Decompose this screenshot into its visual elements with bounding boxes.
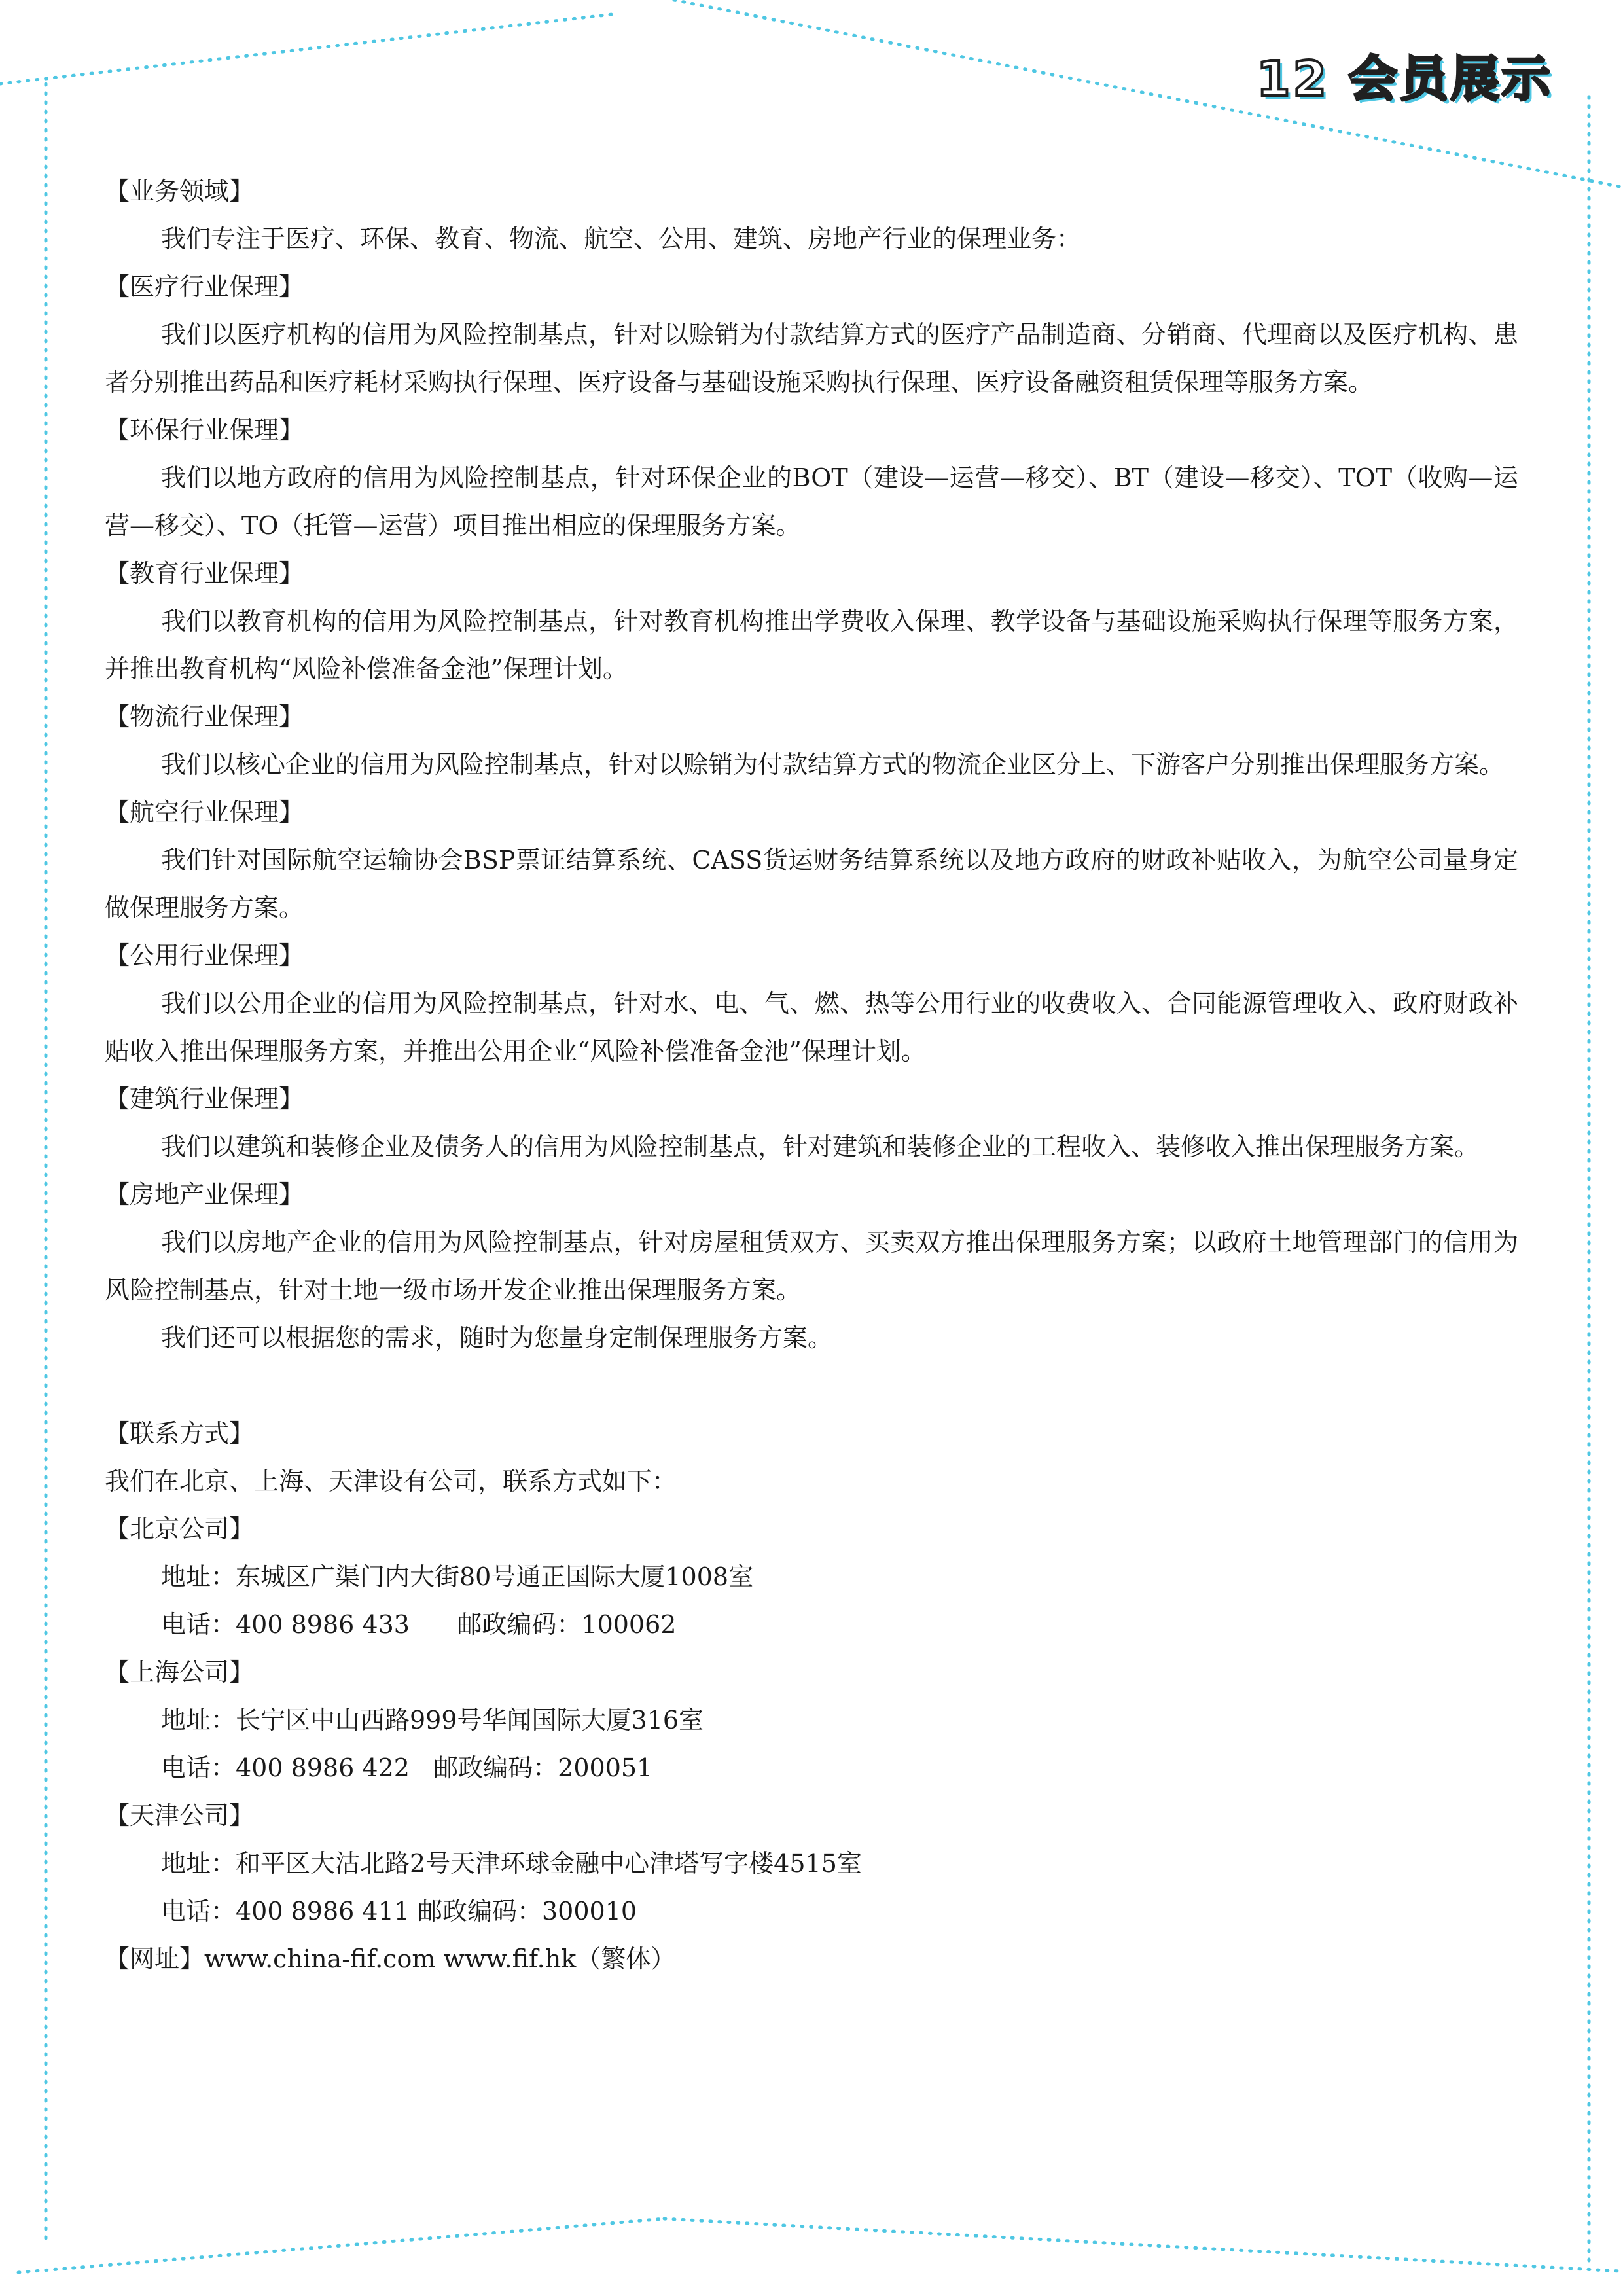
document-body: [105, 168, 1518, 1983]
section-title: 会员展示: [1348, 51, 1553, 107]
website-row: [105, 1935, 1518, 1983]
section-heading-utilities: 【公用行业保理】: [105, 941, 304, 970]
office-name-tianjin: 【天津公司】: [105, 1801, 255, 1830]
section-heading-logistics: 【物流行业保理】: [105, 702, 304, 731]
section-heading-education: 【教育行业保理】: [105, 559, 304, 588]
section-body-construction: 我们以建筑和装修企业及债务人的信用为风险控制基点，针对建筑和装修企业的工程收入、装修收入推出保理服务方案。: [161, 1132, 1480, 1161]
section-heading-medical: 【医疗行业保理】: [105, 272, 304, 301]
office-name-shanghai: 【上海公司】: [105, 1658, 255, 1687]
section-heading-business: 【业务领域】: [105, 177, 255, 206]
website-label: 【网址】: [105, 1945, 205, 1973]
page-number: 12: [1257, 51, 1329, 107]
website-link[interactable]: www.china-fif.com www.fif.hk（繁体）: [204, 1945, 676, 1973]
office-address-beijing: 地址：东城区广渠门内大街80号通正国际大厦1008室: [161, 1562, 754, 1591]
section-body-aviation: 我们针对国际航空运输协会BSP票证结算系统、CASS货运财务结算系统以及地方政府的财政补贴收入，为航空公司量身定做保理服务方案。: [105, 846, 1518, 922]
section-body-medical: 我们以医疗机构的信用为风险控制基点，针对以赊销为付款结算方式的医疗产品制造商、分销商、代理商以及医疗机构、患者分别推出药品和医疗耗材采购执行保理、医疗设备与基础设施采购执行保理、医疗设备融资租赁保理等服务方案。: [105, 320, 1518, 397]
page-header-badge: [1257, 41, 1553, 107]
section-body-education: 我们以教育机构的信用为风险控制基点，针对教育机构推出学费收入保理、教学设备与基础设施采购执行保理等服务方案，并推出教育机构“风险补偿准备金池”保理计划。: [105, 607, 1518, 683]
contact-intro: 我们在北京、上海、天津设有公司，联系方式如下：: [105, 1467, 677, 1496]
office-address-tianjin: 地址：和平区大沽北路2号天津环球金融中心津塔写字楼4515室: [161, 1849, 862, 1878]
section-body-real-estate: 我们以房地产企业的信用为风险控制基点，针对房屋租赁双方、买卖双方推出保理服务方案；以政府土地管理部门的信用为风险控制基点，针对土地一级市场开发企业推出保理服务方案。: [105, 1228, 1518, 1304]
office-name-beijing: 【北京公司】: [105, 1515, 255, 1543]
contact-heading: 【联系方式】: [105, 1419, 255, 1448]
office-address-shanghai: 地址：长宁区中山西路999号华闻国际大厦316室: [161, 1706, 704, 1734]
section-body-utilities: 我们以公用企业的信用为风险控制基点，针对水、电、气、燃、热等公用行业的收费收入、合同能源管理收入、政府财政补贴收入推出保理服务方案，并推出公用企业“风险补偿准备金池”保理计划。: [105, 989, 1518, 1066]
section-body-logistics: 我们以核心企业的信用为风险控制基点，针对以赊销为付款结算方式的物流企业区分上、下游客户分别推出保理服务方案。: [161, 750, 1505, 779]
office-phone-tianjin: 电话：400 8986 411 邮政编码：300010: [161, 1897, 637, 1926]
section-heading-environmental: 【环保行业保理】: [105, 416, 304, 444]
closing-statement: 我们还可以根据您的需求，随时为您量身定制保理服务方案。: [161, 1323, 833, 1352]
spacer: [105, 1362, 1518, 1410]
section-heading-real-estate: 【房地产业保理】: [105, 1180, 304, 1209]
section-body-business: 我们专注于医疗、环保、教育、物流、航空、公用、建筑、房地产行业的保理业务：: [161, 224, 1082, 253]
office-phone-shanghai: 电话：400 8986 422 邮政编码：200051: [161, 1753, 653, 1782]
section-heading-aviation: 【航空行业保理】: [105, 798, 304, 827]
office-phone-beijing: 电话：400 8986 433 邮政编码：100062: [161, 1610, 677, 1639]
section-body-environmental: 我们以地方政府的信用为风险控制基点，针对环保企业的BOT（建设—运营—移交）、BT（建设—移交）、TOT（收购—运营—移交）、TO（托管—运营）项目推出相应的保理服务方案。: [105, 463, 1518, 540]
section-heading-construction: 【建筑行业保理】: [105, 1085, 304, 1113]
